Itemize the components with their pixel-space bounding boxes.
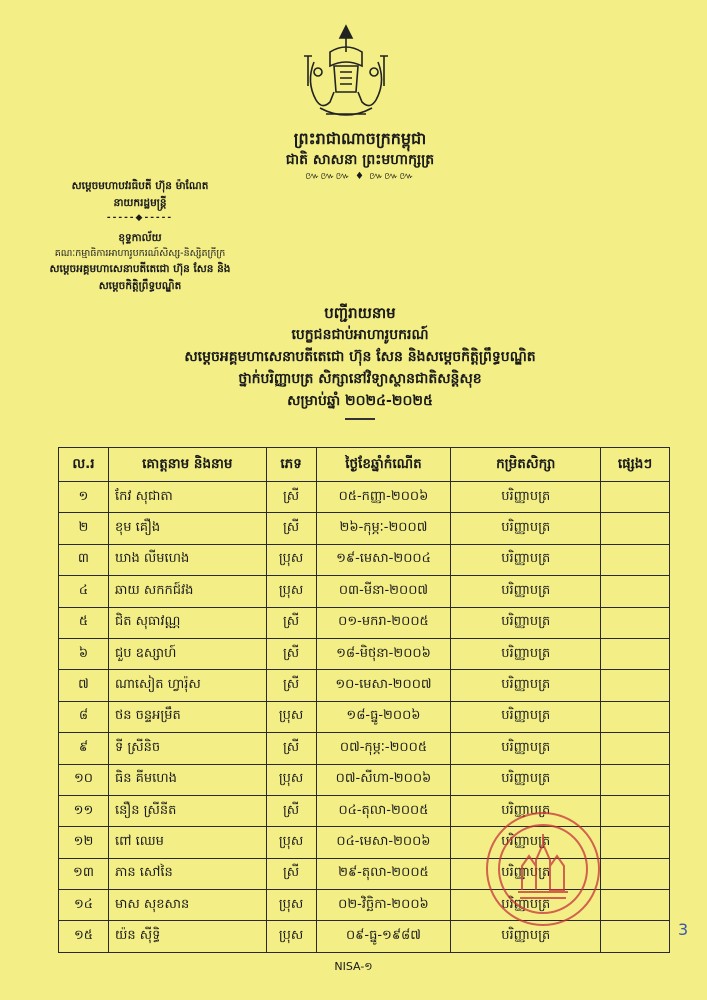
cell-remarks xyxy=(601,890,670,921)
cell-level: បរិញ្ញាបត្រ xyxy=(451,701,601,732)
cell-level: បរិញ្ញាបត្រ xyxy=(451,764,601,795)
cell-remarks xyxy=(601,764,670,795)
header-birthdate: ថ្ងៃខែឆ្នាំកំណើត xyxy=(316,448,451,482)
cell-number: ១១ xyxy=(59,795,109,826)
page-footer: NISA-១ xyxy=(334,960,373,973)
cell-remarks xyxy=(601,921,670,952)
table-row xyxy=(59,513,670,544)
cell-level: បរិញ្ញាបត្រ xyxy=(451,858,601,889)
cell-number: ១២ xyxy=(59,827,109,858)
cell-remarks xyxy=(601,576,670,607)
cell-sex: ស្រី xyxy=(266,733,316,764)
kingdom-name: ព្រះរាជាណាចក្រកម្ពុជា xyxy=(293,129,427,148)
cell-level: បរិញ្ញាបត្រ xyxy=(451,921,601,952)
cell-birthdate: ១៨-មិថុនា-២០០៦ xyxy=(316,638,451,669)
cell-birthdate: ២៦-កុម្ភៈ-២០០៧ xyxy=(316,513,451,544)
cell-number: ១០ xyxy=(59,764,109,795)
cabinet-label: ខុទ្ទកាល័យ xyxy=(118,232,162,244)
cell-number: ៥ xyxy=(59,607,109,638)
cell-level: បរិញ្ញាបត្រ xyxy=(451,638,601,669)
cell-remarks xyxy=(601,544,670,575)
cell-number: ៤ xyxy=(59,576,109,607)
cell-birthdate: ០៧-សីហា-២០០៦ xyxy=(316,764,451,795)
committee-name: គណៈកម្មាធិការអាហារូបករណ៍សិស្ស-និស្សិតក្រីក្រ xyxy=(54,248,226,259)
cell-name: ណាសៀត ហ្វារ៉ុស xyxy=(108,670,266,701)
sender-block xyxy=(20,178,260,295)
cell-birthdate: ០៧-កុម្ភៈ-២០០៥ xyxy=(316,733,451,764)
cell-name: ឃាង លីមហេង xyxy=(108,544,266,575)
cell-remarks xyxy=(601,733,670,764)
cell-number: ៣ xyxy=(59,544,109,575)
cell-birthdate: ០៥-កញ្ញា-២០០៦ xyxy=(316,482,451,513)
table-row xyxy=(59,764,670,795)
cell-name: យ៉ន ស៊ីទ្ធិ xyxy=(108,921,266,952)
page-mark: 3 xyxy=(678,920,689,939)
committee-line-2: សម្តេចអគ្គមហាសេនាបតីតេជោ ហ៊ុន សែន និង xyxy=(49,263,231,275)
cell-sex: ស្រី xyxy=(266,513,316,544)
cell-name: កែវ សុជាតា xyxy=(108,482,266,513)
ornament-divider: ៚៚៚ ♦ ៚៚៚ xyxy=(305,171,415,182)
cell-birthdate: ០៤-តុលា-២០០៥ xyxy=(316,795,451,826)
cell-remarks xyxy=(601,701,670,732)
cell-birthdate: ០២-វិច្ឆិកា-២០០៦ xyxy=(316,890,451,921)
cell-birthdate: ០៤-មេសា-២០០៦ xyxy=(316,827,451,858)
cell-sex: ប្រុស xyxy=(266,921,316,952)
table-row xyxy=(59,701,670,732)
table-row xyxy=(59,670,670,701)
cell-level: បរិញ្ញាបត្រ xyxy=(451,513,601,544)
kingdom-header xyxy=(260,128,460,184)
cell-birthdate: ០៩-ធ្នូ-១៩៨៧ xyxy=(316,921,451,952)
table-row xyxy=(59,544,670,575)
cell-sex: ស្រី xyxy=(266,858,316,889)
cell-remarks xyxy=(601,482,670,513)
title-line-1: បញ្ជីរាយនាម xyxy=(324,304,396,322)
cell-sex: ប្រុស xyxy=(266,701,316,732)
cell-name: ភាន សៅនៃ xyxy=(108,858,266,889)
cell-level: បរិញ្ញាបត្រ xyxy=(451,795,601,826)
cell-sex: ស្រី xyxy=(266,607,316,638)
cell-sex: ស្រី xyxy=(266,670,316,701)
cell-birthdate: ១៩-មេសា-២០០៤ xyxy=(316,544,451,575)
cell-sex: ប្រុស xyxy=(266,544,316,575)
cell-number: ១៥ xyxy=(59,921,109,952)
header-remarks: ផ្សេងៗ xyxy=(601,448,670,482)
cell-remarks xyxy=(601,858,670,889)
table-row xyxy=(59,482,670,513)
cell-number: ១៤ xyxy=(59,890,109,921)
cell-name: ជិត សុធាវណ្ណ xyxy=(108,607,266,638)
cell-remarks xyxy=(601,638,670,669)
header-level: កម្រិតសិក្សា xyxy=(451,448,601,482)
cell-remarks xyxy=(601,670,670,701)
official-seal-icon xyxy=(482,808,604,930)
cell-level: បរិញ្ញាបត្រ xyxy=(451,576,601,607)
header-sex: ភេទ xyxy=(266,448,316,482)
royal-arms-icon xyxy=(300,22,392,130)
header-name: គោត្តនាម និងនាម xyxy=(108,448,266,482)
sender-office: នាយករដ្ឋមន្ត្រី xyxy=(113,197,167,209)
table-header-row xyxy=(59,448,670,482)
cell-remarks xyxy=(601,607,670,638)
cell-sex: ស្រី xyxy=(266,638,316,669)
cell-remarks xyxy=(601,513,670,544)
cell-name: មាស សុខសាន xyxy=(108,890,266,921)
cell-number: ១ xyxy=(59,482,109,513)
cell-birthdate: ០១-មករា-២០០៥ xyxy=(316,607,451,638)
cell-level: បរិញ្ញាបត្រ xyxy=(451,827,601,858)
sender-title: សម្តេចមហាបវរធិបតី ហ៊ុន ម៉ាណែត xyxy=(71,180,209,192)
table-row xyxy=(59,733,670,764)
cell-number: ៩ xyxy=(59,733,109,764)
title-line-4: ថ្នាក់បរិញ្ញាបត្រ សិក្សានៅវិទ្យាស្ថានជាតិសន្តិសុខ xyxy=(238,371,482,387)
cell-birthdate: ១០-មេសា-២០០៧ xyxy=(316,670,451,701)
title-rule xyxy=(345,418,375,420)
cell-number: ៧ xyxy=(59,670,109,701)
cell-name: ទី ស្រីនិច xyxy=(108,733,266,764)
cell-birthdate: ០៣-មីនា-២០០៧ xyxy=(316,576,451,607)
cell-sex: ស្រី xyxy=(266,795,316,826)
cell-sex: ប្រុស xyxy=(266,576,316,607)
cell-name: ឆាយ សកកជ៍វង xyxy=(108,576,266,607)
cell-birthdate: ២៩-តុលា-២០០៥ xyxy=(316,858,451,889)
cell-remarks xyxy=(601,827,670,858)
cell-name: ពៅ ឈេម xyxy=(108,827,266,858)
cell-level: បរិញ្ញាបត្រ xyxy=(451,890,601,921)
cell-level: បរិញ្ញាបត្រ xyxy=(451,544,601,575)
table-row xyxy=(59,638,670,669)
title-line-5: សម្រាប់ឆ្នាំ ២០២៤-២០២៥ xyxy=(287,393,433,409)
title-line-3: សម្តេចអគ្គមហាសេនាបតីតេជោ ហ៊ុន សែន និងសម្តេចកិត្តិព្រឹទ្ធបណ្ឌិត xyxy=(184,349,536,365)
table-row xyxy=(59,576,670,607)
cell-name: ជួប ឧស្សាហ៍ xyxy=(108,638,266,669)
cell-sex: ស្រី xyxy=(266,482,316,513)
cell-level: បរិញ្ញាបត្រ xyxy=(451,733,601,764)
cell-number: ៨ xyxy=(59,701,109,732)
cell-number: ២ xyxy=(59,513,109,544)
cell-sex: ប្រុស xyxy=(266,827,316,858)
cell-name: នឿន ស្រីនីត xyxy=(108,795,266,826)
cell-name: ធិន គីមហេង xyxy=(108,764,266,795)
cell-name: ថន ចន្ទអម្រឹត xyxy=(108,701,266,732)
cell-number: ១៣ xyxy=(59,858,109,889)
table-row xyxy=(59,607,670,638)
committee-line-3: សម្តេចកិត្តិព្រឹទ្ធបណ្ឌិត xyxy=(98,280,182,292)
cell-remarks xyxy=(601,795,670,826)
cell-birthdate: ១៨-ធ្នូ-២០០៦ xyxy=(316,701,451,732)
cell-sex: ប្រុស xyxy=(266,890,316,921)
cell-level: បរិញ្ញាបត្រ xyxy=(451,670,601,701)
cell-sex: ប្រុស xyxy=(266,764,316,795)
cell-name: ខុម គឿង xyxy=(108,513,266,544)
title-line-2: បេក្ខជនជាប់អាហារូបករណ៍ xyxy=(291,327,429,343)
document-title xyxy=(150,302,570,420)
cell-level: បរិញ្ញាបត្រ xyxy=(451,607,601,638)
cell-number: ៦ xyxy=(59,638,109,669)
header-number: ល.រ xyxy=(59,448,109,482)
cell-level: បរិញ្ញាបត្រ xyxy=(451,482,601,513)
national-motto: ជាតិ សាសនា ព្រះមហាក្សត្រ xyxy=(285,152,435,168)
sender-separator: -----◆----- xyxy=(106,213,174,223)
